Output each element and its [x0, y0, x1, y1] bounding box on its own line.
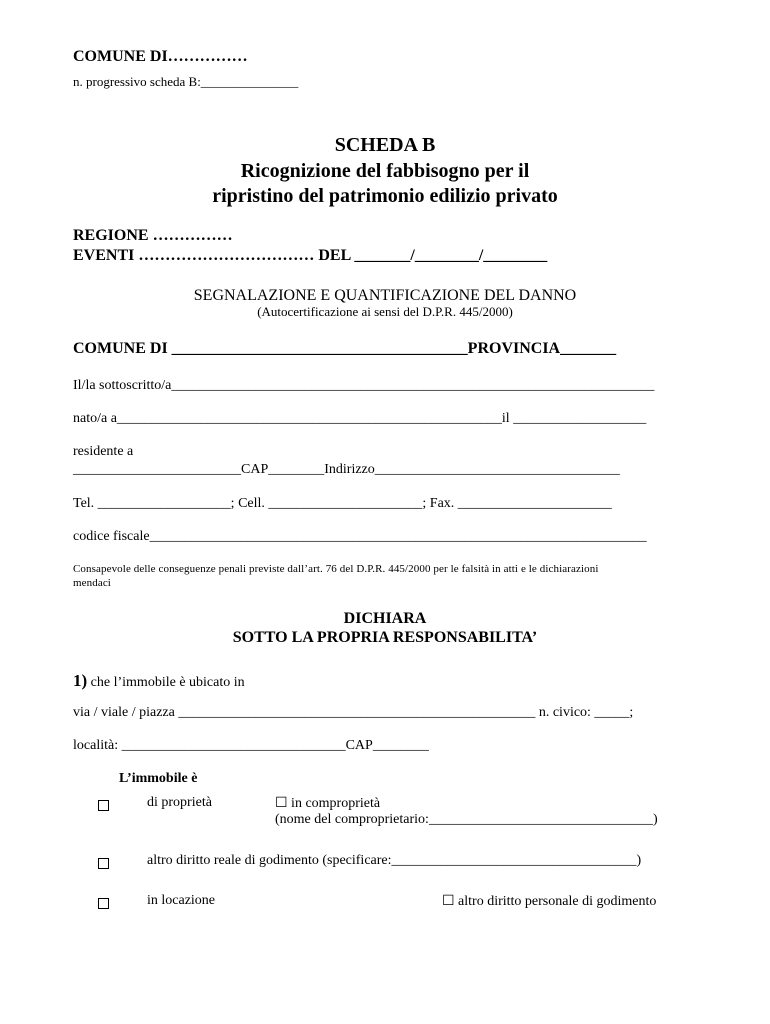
- document-subtitle-line2: ripristino del patrimonio edilizio privato: [212, 185, 558, 207]
- checkbox-altro-reale[interactable]: [98, 856, 109, 874]
- section-number: 1): [73, 671, 88, 690]
- comune-provincia-field: COMUNE DI _____________________________________PROVINCIA_______: [73, 340, 617, 357]
- option-locazione-label: in locazione: [147, 893, 216, 908]
- document-title: SCHEDA B: [334, 134, 436, 156]
- eventi-field: EVENTI …………………………… DEL _______/________/________: [73, 247, 548, 264]
- progressivo-scheda: n. progressivo scheda B:_______________: [73, 74, 299, 89]
- via-field: via / viale / piazza ___________________________________________________ n. civico: _____;: [73, 705, 634, 720]
- option-altro-reale-label: altro diritto reale di godimento (specificare:___________________________________): [147, 853, 642, 868]
- residente-label: residente a: [73, 444, 134, 459]
- document-subtitle-line1: Ricognizione del fabbisogno per il: [240, 160, 530, 182]
- codice-fiscale-field: codice fiscale_______________________________________________________________________: [73, 529, 647, 544]
- cap-indirizzo-field: ________________________CAP________Indirizzo___________________________________: [73, 462, 620, 477]
- section-intro: che l’immobile è ubicato in: [90, 675, 245, 690]
- sottoscritto-field: Il/la sottoscritto/a_____________________________________________________________________: [73, 378, 655, 393]
- regione-field: REGIONE ……………: [73, 227, 233, 244]
- nato-field: nato/a a_______________________________________________________il ___________________: [73, 411, 647, 426]
- responsabilita-heading: SOTTO LA PROPRIA RESPONSABILITA’: [232, 629, 538, 646]
- localita-field: località: ________________________________CAP________: [73, 738, 429, 753]
- consapevole-text-line2: mendaci: [73, 577, 111, 589]
- tel-cell-fax-field: Tel. ___________________; Cell. ______________________; Fax. ______________________: [73, 496, 612, 511]
- option-proprieta-label: di proprietà: [147, 795, 212, 810]
- checkbox-locazione[interactable]: [98, 896, 109, 914]
- comproprietario-field: (nome del comproprietario:________________________________): [275, 812, 658, 827]
- consapevole-text-line1: Consapevole delle conseguenze penali previste dall’art. 76 del D.P.R. 445/2000 per le falsità in atti e le dichiarazioni: [73, 563, 599, 575]
- option-comproprieta[interactable]: ☐ in comproprietà: [275, 796, 381, 811]
- immobile-label: L’immobile è: [119, 771, 198, 786]
- dichiara-heading: DICHIARA: [343, 610, 427, 627]
- comune-header: COMUNE DI……………: [73, 48, 248, 65]
- segnalazione-title: SEGNALAZIONE E QUANTIFICAZIONE DEL DANNO: [193, 287, 577, 304]
- checkbox-proprieta[interactable]: [98, 798, 109, 816]
- autocertificazione-note: (Autocertificazione ai sensi del D.P.R. 445/2000): [257, 304, 513, 319]
- option-altro-personale[interactable]: ☐ altro diritto personale di godimento: [442, 894, 657, 909]
